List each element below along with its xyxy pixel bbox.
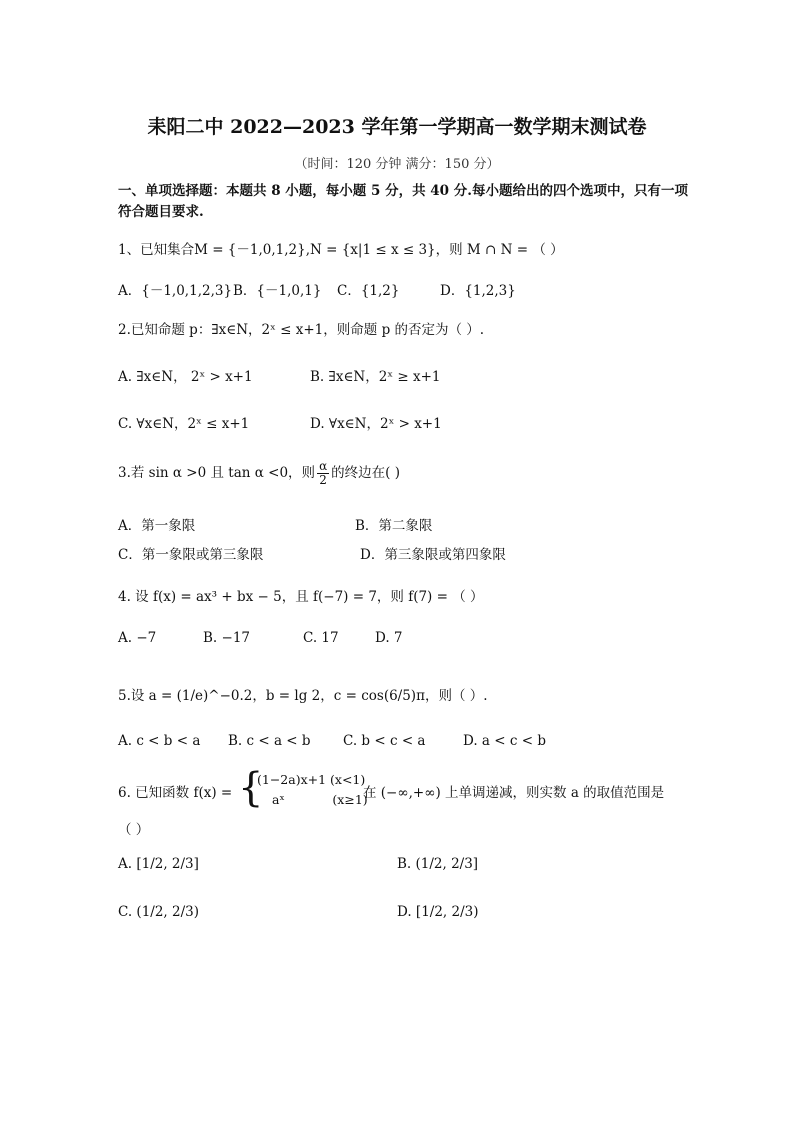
q4-option-b: B. −17 (203, 630, 250, 646)
q2-option-a: A. ∃x∈N， 2ˣ > x+1 (118, 369, 253, 385)
q1-option-d: D．{1,2,3} (440, 283, 516, 299)
q2-option-d: D. ∀x∈N，2ˣ > x+1 (310, 416, 442, 432)
q3-stem-part1: 3.若 sin α >0 且 tan α <0，则 (118, 465, 316, 481)
question-4-stem: 4. 设 f(x) = ax³ + bx − 5，且 f(−7) = 7，则 f(7) = （ ） (118, 589, 484, 605)
q3-option-d: D．第三象限或第四象限 (360, 547, 506, 563)
question-6-stem-rest: 在 (−∞,+∞) 上单调递减，则实数 a 的取值范围是 (363, 785, 665, 801)
question-6-stem-paren: （ ） (118, 822, 150, 838)
q5-option-d: D. a < c < b (463, 733, 546, 749)
q6-option-b: B. (1/2, 2/3] (397, 856, 479, 872)
q4-option-c: C. 17 (303, 630, 339, 646)
q6-brace: { (238, 765, 264, 811)
q3-stem-part2: 的终边在( ) (331, 465, 400, 481)
q6-option-a: A. [1/2, 2/3] (118, 856, 199, 872)
q6-option-c: C. (1/2, 2/3) (118, 904, 199, 920)
q3-fraction-num: α (319, 459, 328, 473)
question-2-stem: 2.已知命题 p：∃x∈N，2ˣ ≤ x+1，则命题 p 的否定为（ ）. (118, 322, 485, 338)
q6-case-1: (1−2a)x+1 (x<1) (257, 772, 366, 787)
q4-option-a: A. −7 (118, 630, 157, 646)
q5-option-b: B. c < a < b (228, 733, 311, 749)
q3-option-a: A．第一象限 (118, 518, 196, 534)
question-5-stem: 5.设 a = (1/e)^−0.2，b = lg 2，c = cos(6/5)π，则（ ）. (118, 688, 488, 704)
q1-option-b: B．{－1,0,1} (233, 283, 322, 299)
q6-option-d: D. [1/2, 2/3) (397, 904, 479, 920)
question-6-stem-lead: 6. 已知函数 f(x) = (118, 785, 233, 801)
q1-option-c: C．{1,2} (337, 283, 400, 299)
q2-option-c: C. ∀x∈N，2ˣ ≤ x+1 (118, 416, 250, 432)
q6-case-2: aˣ (x≥1) (272, 792, 368, 807)
q5-option-c: C. b < c < a (343, 733, 426, 749)
section-heading: 一、单项选择题：本题共 8 小题，每小题 5 分，共 40 分.每小题给出的四个选项中，只有一项符合题目要求. (118, 183, 688, 220)
q3-fraction-den: 2 (319, 473, 327, 487)
q3-option-c: C．第一象限或第三象限 (118, 547, 264, 563)
q4-option-d: D. 7 (375, 630, 403, 646)
q3-option-b: B．第二象限 (355, 518, 433, 534)
q3-fraction (317, 460, 329, 487)
q2-option-b: B. ∃x∈N，2ˣ ≥ x+1 (310, 369, 441, 385)
exam-info: （时间：120 分钟 满分：150 分） (294, 157, 500, 172)
question-3-stem (118, 460, 400, 487)
q5-option-a: A. c < b < a (118, 733, 201, 749)
q1-option-a: A．{－1,0,1,2,3} (118, 283, 233, 299)
page-title: 耒阳二中 2022—2023 学年第一学期高一数学期末测试卷 (147, 116, 647, 138)
question-1-stem: 1、已知集合M = {－1,0,1,2},N = {x|1 ≤ x ≤ 3}，则 M ∩ N = （ ） (118, 242, 564, 258)
